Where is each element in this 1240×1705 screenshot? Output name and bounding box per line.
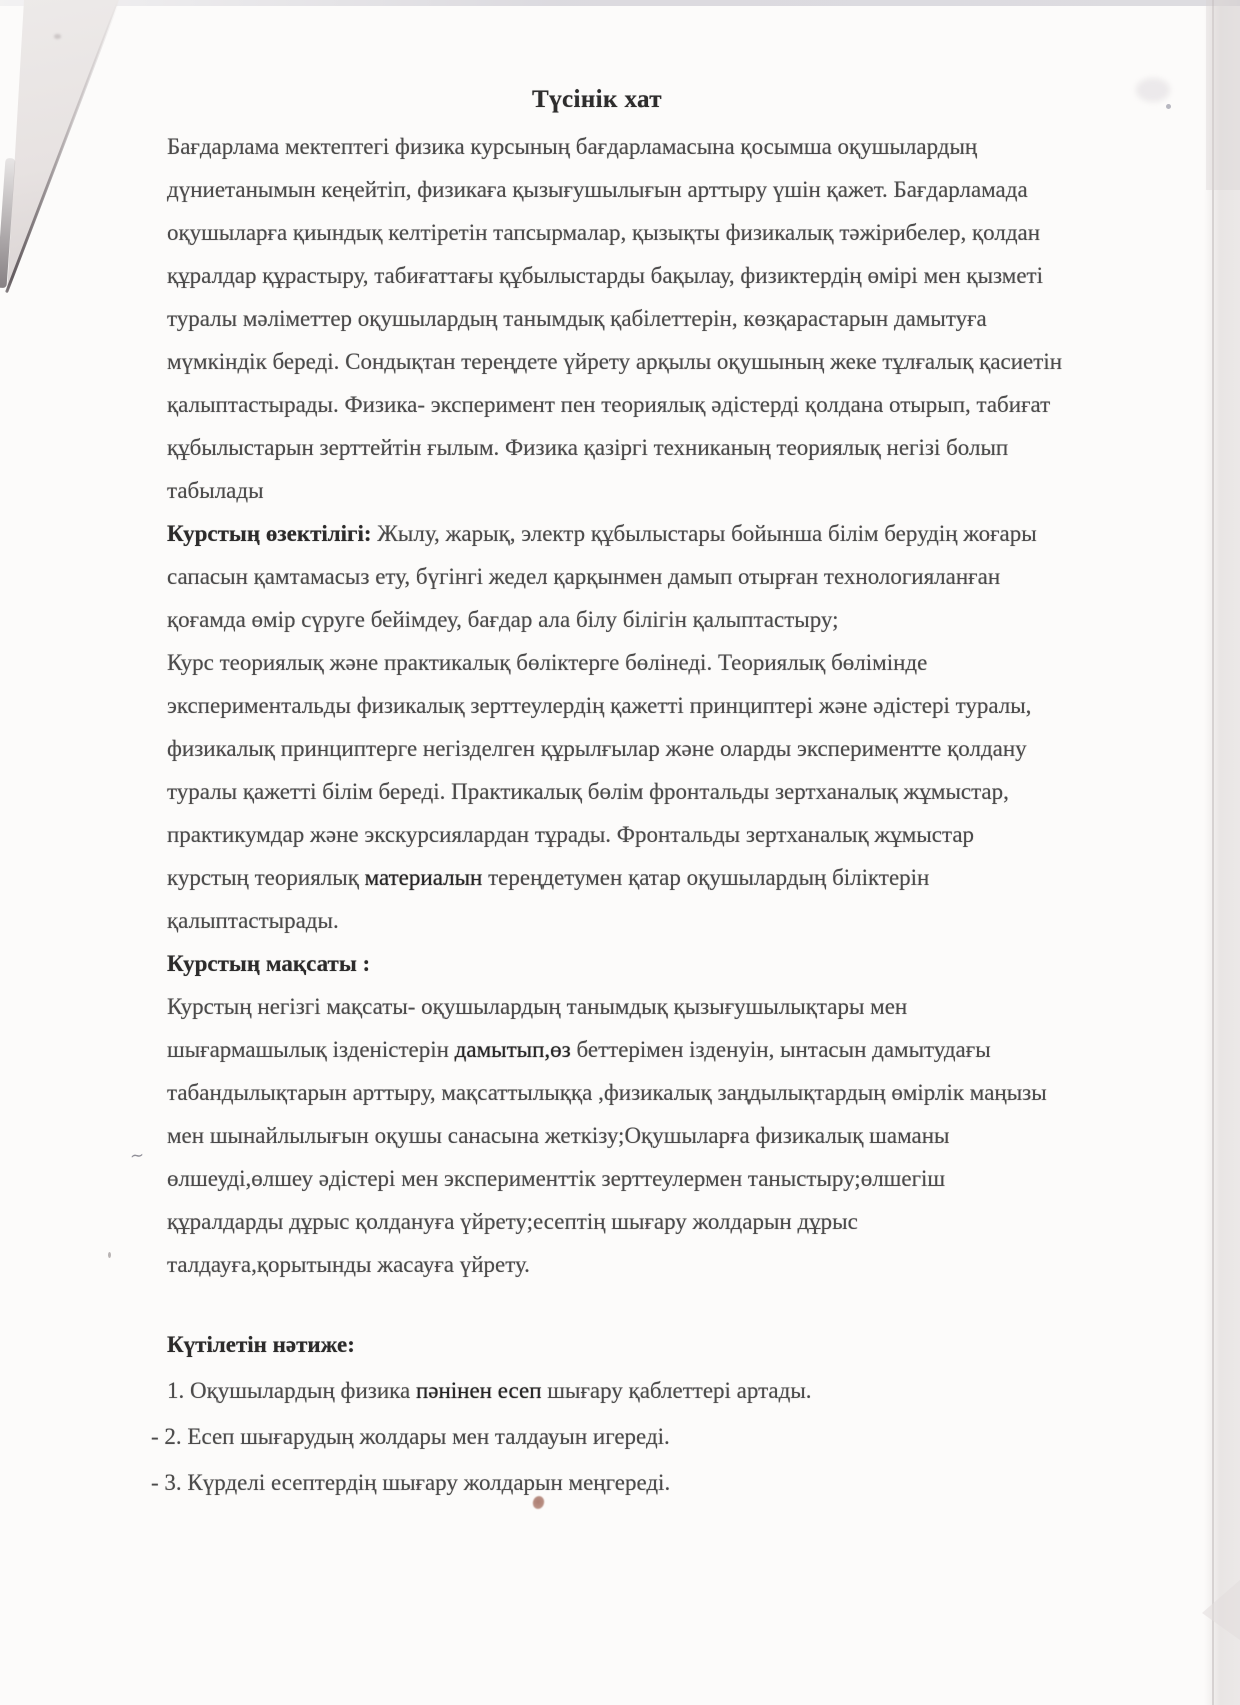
text-run: беттерімен ізденуін, ынтасын дамытудағы — [570, 1037, 991, 1062]
text-run: Күтілетін нәтиже: — [167, 1332, 355, 1357]
text-run: туралы мәліметтер оқушылардың танымдық қабілеттерін, көзқарастарын дамытуға — [167, 306, 987, 331]
text-run: материалын — [364, 865, 483, 890]
text-run: Курс теориялық және практикалық бөліктерге бөлінеді. Теориялық бөлімінде — [167, 650, 928, 675]
text-run: курстың теориялық — [167, 865, 365, 890]
text-run: талдауға,қорытынды жасауға үйрету. — [167, 1252, 530, 1277]
text-line — [167, 512, 1062, 555]
text-run: табылады — [167, 478, 264, 503]
scanner-top-edge-shadow — [0, 0, 1240, 6]
text-line — [167, 1157, 1062, 1200]
expected-results-section — [151, 1322, 812, 1506]
text-line — [167, 727, 1062, 770]
text-run: Курстың өзектілігі: — [167, 521, 372, 546]
text-run: Курстың негізгі мақсаты- оқушылардың танымдық қызығушылықтары мен — [167, 994, 908, 1019]
scanner-right-edge-shadow — [1204, 0, 1240, 1705]
text-run: пәнінен есеп — [415, 1378, 542, 1403]
text-run: Бағдарлама мектептегі физика курсының бағдарламасына қосымша оқушылардың — [167, 134, 978, 159]
text-run: қалыптастырады. Физика- эксперимент пен теориялық әдістерді қолдана отырып, табиғат — [167, 392, 1051, 417]
paper-speck — [54, 34, 61, 39]
text-run: құралдар құрастыру, табиғаттағы құбылыстарды бақылау, физиктердің өмірі мен қызметі — [167, 263, 1043, 288]
text-line — [167, 813, 1062, 856]
text-run: құбылыстарын зерттейтін ғылым. Физика қазіргі техниканың теориялық негізі болып — [167, 435, 1009, 460]
right-edge-shadow-patch — [1206, 0, 1240, 190]
text-line — [167, 770, 1062, 813]
text-line — [167, 598, 1062, 641]
text-line — [167, 426, 1062, 469]
text-run: шығару қаблеттері артады. — [541, 1378, 812, 1403]
margin-pencil-mark: ~ — [128, 1145, 146, 1167]
text-line — [167, 856, 1062, 899]
text-line — [167, 1368, 812, 1414]
text-line — [167, 1322, 812, 1368]
text-run: Курстың мақсаты : — [167, 951, 371, 976]
paper-smudge — [1136, 78, 1170, 102]
text-line — [167, 469, 1062, 512]
text-run: дамытып,өз — [454, 1037, 571, 1062]
text-run: құралдарды дұрыс қолдануға үйрету;есептің шығару жолдарын дұрыс — [167, 1209, 858, 1234]
page-corner-fold-shadow — [0, 0, 130, 294]
text-line — [167, 942, 1062, 985]
text-line — [151, 1460, 812, 1506]
text-line — [167, 297, 1062, 340]
text-line — [167, 684, 1062, 727]
text-line — [167, 168, 1062, 211]
text-run: туралы қажетті білім береді. Практикалық бөлім фронтальды зертханалық жұмыстар, — [167, 779, 1009, 804]
text-line — [167, 383, 1062, 426]
text-run: қалыптастырады. — [167, 908, 339, 933]
text-run: шығармашылық ізденістерін — [167, 1037, 455, 1062]
text-run: - 3. Күрделі есептердің шығару жолдарын меңгереді. — [151, 1470, 671, 1495]
text-line — [167, 1200, 1062, 1243]
paper-speck — [1166, 104, 1171, 109]
text-line — [167, 1071, 1062, 1114]
text-line — [167, 1028, 1062, 1071]
text-run: табандылықтарын арттыру, мақсаттылыққа ,физикалық заңдылықтардың өмірлік маңызы — [167, 1080, 1047, 1105]
text-line — [167, 1114, 1062, 1157]
paper-speck — [108, 1252, 111, 1258]
text-line — [167, 555, 1062, 598]
text-line — [167, 125, 1062, 168]
text-line — [167, 211, 1062, 254]
text-run: өлшеуді,өлшеу әдістері мен эксперименттік зерттеулермен таныстыру;өлшегіш — [167, 1166, 946, 1191]
text-run: экспериментальды физикалық зерттеулердің қажетті принциптері және әдістері туралы, — [167, 693, 1032, 718]
text-run: практикумдар және экскурсиялардан тұрады. Фронтальды зертханалық жұмыстар — [167, 822, 975, 847]
text-run: физикалық принциптерге негізделген құрылғылар және оларды экспериментте қолдану — [167, 736, 1027, 761]
text-run: қоғамда өмір сүруге бейімдеу, бағдар ала білу білігін қалыптастыру; — [167, 607, 839, 632]
text-run: дүниетанымын кеңейтіп, физикаға қызығушылығын арттыру үшін қажет. Бағдарламада — [167, 177, 1028, 202]
text-run: оқушыларға қиындық келтіретін тапсырмалар, қызықты физикалық тәжірибелер, қолдан — [167, 220, 1041, 245]
text-run: тереңдетумен қатар оқушылардың біліктерін — [482, 865, 930, 890]
text-line — [167, 254, 1062, 297]
text-run: сапасын қамтамасыз ету, бүгінгі жедел қарқынмен дамып отырған технологияланған — [167, 564, 1001, 589]
text-line — [167, 985, 1062, 1028]
text-line — [167, 340, 1062, 383]
text-run: мүмкіндік береді. Сондықтан тереңдете үйрету арқылы оқушының жеке тұлғалық қасиетін — [167, 349, 1063, 374]
text-line — [151, 1414, 812, 1460]
document-title: Түсінік хат — [532, 86, 662, 113]
text-line — [167, 899, 1062, 942]
document-body — [167, 125, 1062, 1286]
text-run: мен шынайлылығын оқушы санасына жеткізу;Оқушыларға физикалық шаманы — [167, 1123, 950, 1148]
text-run: 1. Оқушылардың физика — [167, 1378, 416, 1403]
text-line — [167, 641, 1062, 684]
text-line — [167, 1243, 1062, 1286]
text-run: - 2. Есеп шығарудың жолдары мен талдауын игереді. — [151, 1424, 670, 1449]
page-right-edge-line — [1212, 0, 1214, 1705]
text-run: Жылу, жарық, электр құбылыстары бойынша білім берудің жоғары — [371, 521, 1037, 546]
